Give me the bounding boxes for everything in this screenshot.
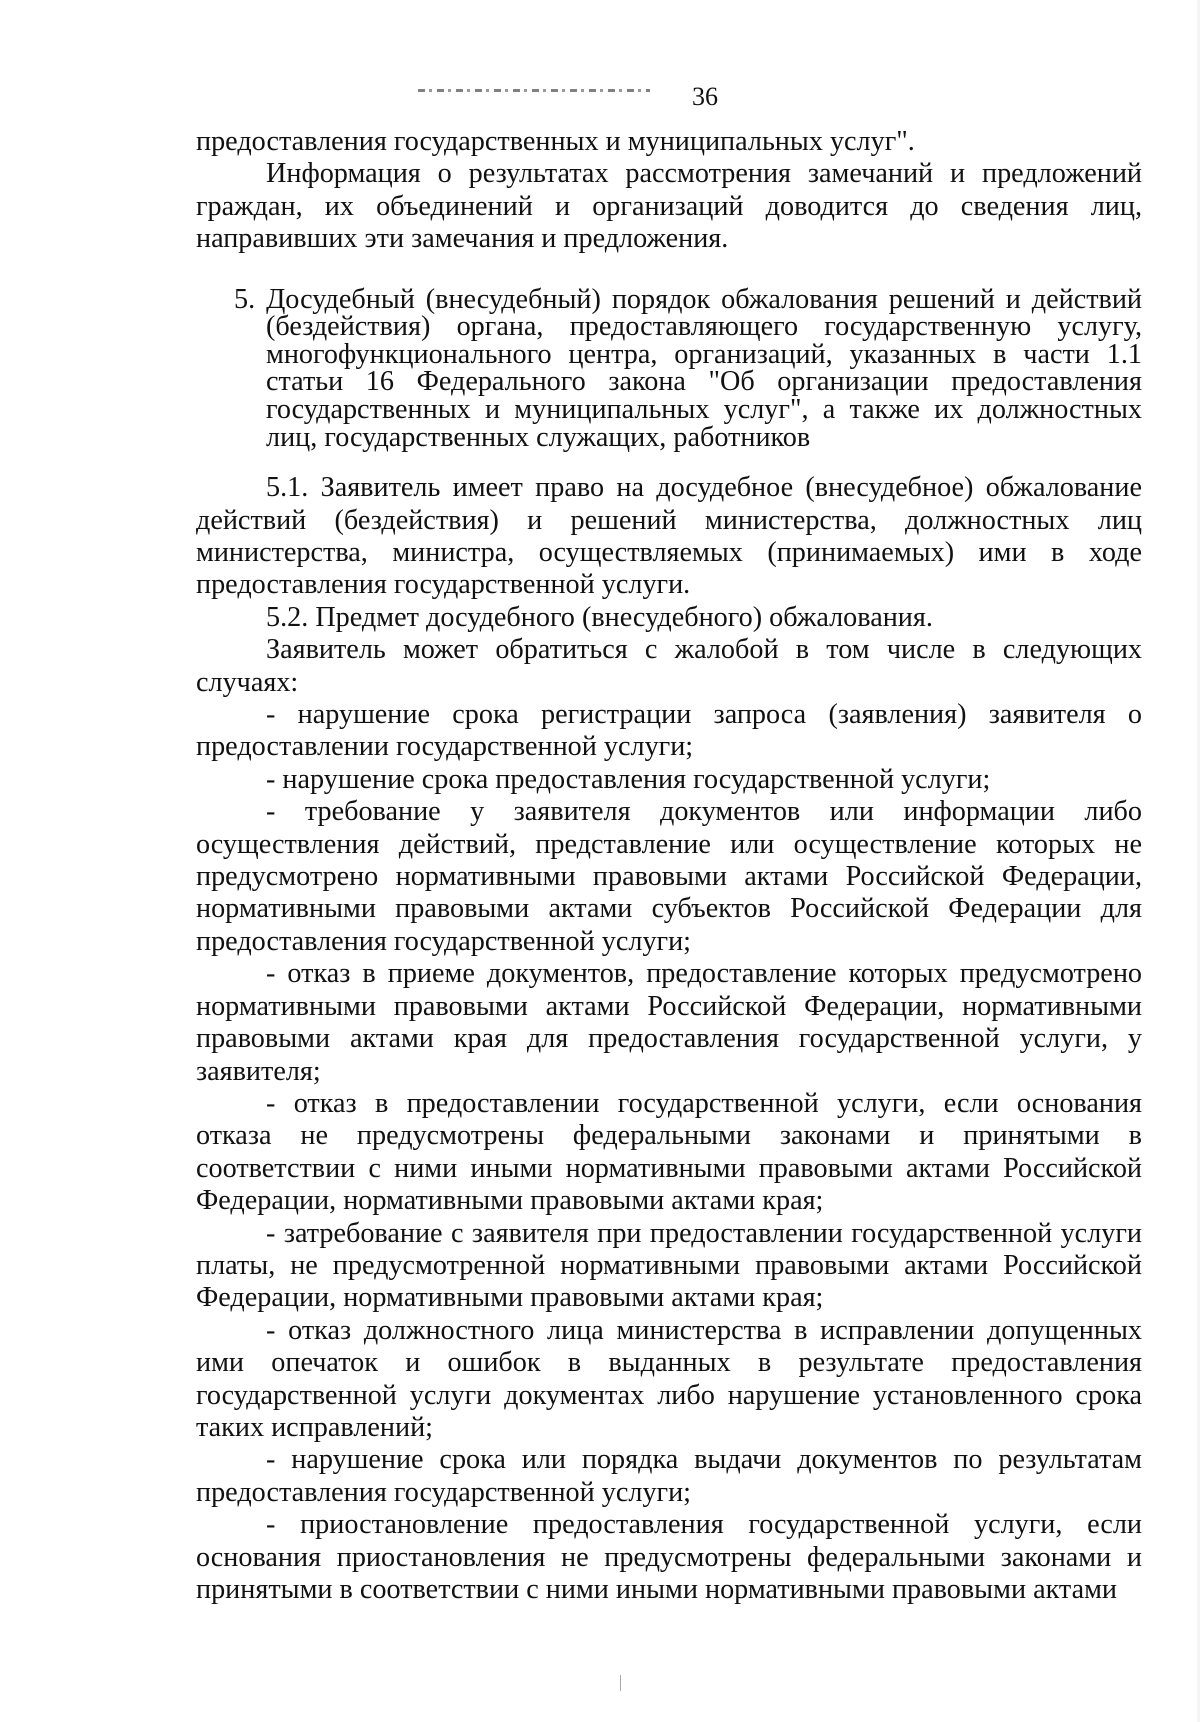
document-body — [196, 126, 1142, 1606]
scan-artifact-dot — [620, 1675, 621, 1691]
paragraph-review-results: Информация о результатах рассмотрения замечаний и предложений граждан, их объединений и организаций доводится до сведения лиц, направивших эти замечания и предложения. — [196, 158, 1142, 255]
list-item-correction-refusal: - отказ должностного лица министерства в исправлении допущенных ими опечаток и ошибок в выданных в результате предоставления государственной услуги документах либо нарушение установленного срока таких исправлений; — [196, 1314, 1142, 1443]
list-item-service-refusal: - отказ в предоставлении государственной услуги, если основания отказа не предусмотрены федеральными законами и принятыми в соответствии с ними иными нормативными правовыми актами Российской Федерации, нормативными правовыми актами края; — [196, 1087, 1142, 1217]
list-item-registration-deadline: - нарушение срока регистрации запроса (заявления) заявителя о предоставлении государственной услуги; — [196, 699, 1142, 763]
page-number: 36 — [692, 82, 718, 111]
list-item-issuance-violation: - нарушение срока или порядка выдачи документов по результатам предоставления государственной услуги; — [196, 1444, 1142, 1508]
paragraph-appeal-subject: 5.2. Предмет досудебного (внесудебного) обжалования. — [266, 601, 933, 633]
paragraph-complaint-cases-intro: Заявитель может обратиться с жалобой в том числе в следующих случаях: — [196, 634, 1142, 698]
list-item-service-suspension: - приостановление предоставления государственной услуги, если основания приостановления не предусмотрены федеральными законами и принятыми в соответствии с ними иными нормативными правовыми актами — [196, 1509, 1142, 1605]
paragraph-applicant-right: 5.1. Заявитель имеет право на досудебное (внесудебное) обжалование действий (бездействия) и решений министерства, должностных лиц министерства, министра, осуществляемых (принимаемых) ими в ходе предоставления государственной услуги. — [196, 472, 1142, 601]
list-item-document-refusal: - отказ в приеме документов, предоставление которых предусмотрено нормативными правовыми актами Российской Федерации, нормативными правовыми актами края для предоставления государственной услуги, у заявителя; — [196, 958, 1142, 1087]
list-item-unlawful-fee: - затребование с заявителя при предоставлении государственной услуги платы, не предусмотренной нормативными правовыми актами Российской Федерации, нормативными правовыми актами края; — [196, 1217, 1142, 1314]
list-item-extra-documents-requirement: - требование у заявителя документов или информации либо осуществления действий, представление или осуществление которых не предусмотрено нормативными правовыми актами Российской Федерации, нормативными правовыми актами субъектов Российской Федерации для предоставления государственной услуги; — [196, 796, 1142, 957]
scan-artifact-line — [418, 89, 650, 92]
list-item-service-deadline: - нарушение срока предоставления государственной услуги; — [266, 763, 991, 795]
section-heading-appeal-procedure: 5. Досудебный (внесудебный) порядок обжалования решений и действий (бездействия) органа, предоставляющего государственную услугу, многофункционального центра, организаций, указанных в части 1.1 статьи 16 Федерального закона "Об организации предоставления государственных и муниципальных услуг", а также их должностных лиц, государственных служащих, работников — [234, 283, 1142, 453]
paragraph-ending-previous-section: предоставления государственных и муниципальных услуг". — [196, 126, 915, 157]
